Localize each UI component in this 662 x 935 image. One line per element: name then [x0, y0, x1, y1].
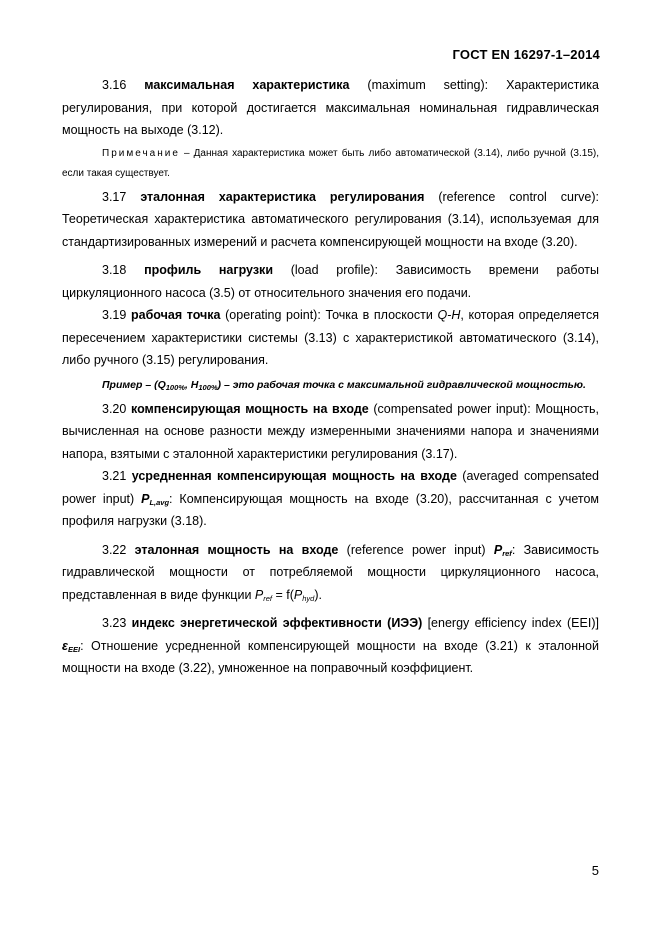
english-term: [energy efficiency index (EEI)] [427, 616, 599, 630]
definition-text: Зависимость времени работы циркуляционного насоса (3.5) от относительного значения его подачи. [62, 263, 599, 300]
english-term: (operating point): [225, 308, 321, 322]
example-3-19 [62, 375, 599, 395]
colon: : [511, 542, 516, 557]
formula-subscript: ref [263, 593, 273, 603]
formula-symbol: P [254, 587, 264, 602]
symbol-letter: ε [62, 638, 68, 653]
english-term: (load profile): [290, 263, 378, 277]
english-term: (reference power input) [346, 542, 486, 557]
definition-3-17 [62, 186, 599, 254]
definition-text-cont: , которая определяется пересечением характеристики системы (3.13) с характеристикой автоматического (3.14), либо ручного (3.15) регулирования. [62, 308, 599, 367]
example-text: Пример – (Q [102, 378, 166, 391]
note-label: Примечание [102, 147, 180, 159]
clause-number: 3.17 [102, 189, 127, 204]
term: максимальная характеристика [144, 78, 350, 92]
definition-text: Зависимость гидравлической мощности от потребляемой мощности циркуляционного насоса, представленная в виде функции [62, 542, 599, 602]
definition-3-20 [62, 398, 599, 466]
definition-text: Компенсирующая мощность на входе (3.20), рассчитанная с учетом профиля нагрузки (3.18). [62, 491, 600, 528]
definition-text: Характеристика регулирования, при которой достигается максимальная номинальная гидравлическая мощность на выходе (3.12). [62, 78, 599, 137]
symbol-subscript: L,avg [149, 497, 170, 507]
term: индекс энергетической эффективности (ИЭЭ) [131, 616, 423, 630]
symbol [141, 492, 169, 506]
standard-designation: ГОСТ EN 16297-1–2014 [452, 47, 600, 62]
definition-text: Отношение усредненной компенсирующей мощности на входе (3.21) к эталонной мощности на входе (3.22), умноженное на поправочный коэффициент. [62, 638, 599, 675]
subscript: 100% [198, 382, 218, 392]
colon: : [80, 638, 84, 653]
symbol-letter: P [493, 542, 503, 557]
clause-number: 3.21 [102, 469, 127, 483]
formula [255, 588, 272, 602]
definition-text: Точка в плоскости [325, 308, 433, 322]
formula-subscript: hyd [302, 593, 315, 603]
symbol [494, 543, 512, 557]
clause-number: 3.20 [102, 401, 127, 416]
definition-text: Теоретическая характеристика автоматического регулирования (3.14), используемая для стандартизированных измерений и расчета компенсирующей мощности на входе (3.20). [62, 212, 599, 249]
formula [294, 588, 314, 602]
clause-number: 3.22 [102, 542, 127, 557]
definition-3-21 [62, 465, 599, 533]
english-term: (averaged compensated power input) [62, 469, 599, 506]
note-3-16 [62, 144, 599, 184]
definitions-body [62, 74, 599, 680]
term: компенсирующая мощность на входе [131, 401, 369, 416]
clause-number: 3.23 [102, 616, 127, 630]
definition-3-19 [62, 304, 599, 372]
term: эталонная мощность на входе [134, 542, 339, 557]
colon: : [169, 491, 173, 506]
definition-3-16 [62, 74, 599, 142]
subscript: 100% [165, 382, 185, 392]
definition-3-23 [62, 612, 599, 680]
english-term: (maximum setting): [367, 78, 489, 92]
english-term: (reference control curve): [438, 189, 599, 204]
term: эталонная характеристика регулирования [140, 189, 425, 204]
symbol-subscript: EEI [67, 644, 81, 654]
note-text: – Данная характеристика может быть либо автоматической (3.14), либо ручной (3.15), если такая существует. [62, 147, 600, 179]
formula-end: ). [314, 587, 322, 602]
definition-3-18 [62, 259, 599, 304]
example-text: , H [184, 378, 199, 391]
definition-3-22 [62, 539, 599, 607]
english-term: (compensated power input): [373, 401, 531, 416]
symbol [62, 639, 80, 653]
formula-symbol: P [293, 587, 303, 602]
clause-number: 3.19 [102, 308, 127, 322]
term: рабочая точка [130, 308, 221, 322]
formula-operator: = f( [272, 587, 294, 602]
clause-number: 3.18 [102, 263, 127, 277]
symbol-subscript: ref [502, 548, 512, 558]
example-text: ) – это рабочая точка с максимальной гидравлической мощностью. [217, 378, 586, 391]
term: усредненная компенсирующая мощность на входе [131, 469, 457, 483]
term: профиль нагрузки [144, 263, 273, 277]
page-number: 5 [591, 863, 599, 878]
symbol-letter: P [141, 491, 150, 506]
definition-text: Мощность, вычисленная на основе разности между измеренными значениями напора и значениями напора, взятыми с эталонной характеристики регулирования (3.17). [62, 401, 599, 461]
qh-plane-symbol: Q-H [437, 308, 461, 322]
clause-number: 3.16 [102, 78, 127, 92]
